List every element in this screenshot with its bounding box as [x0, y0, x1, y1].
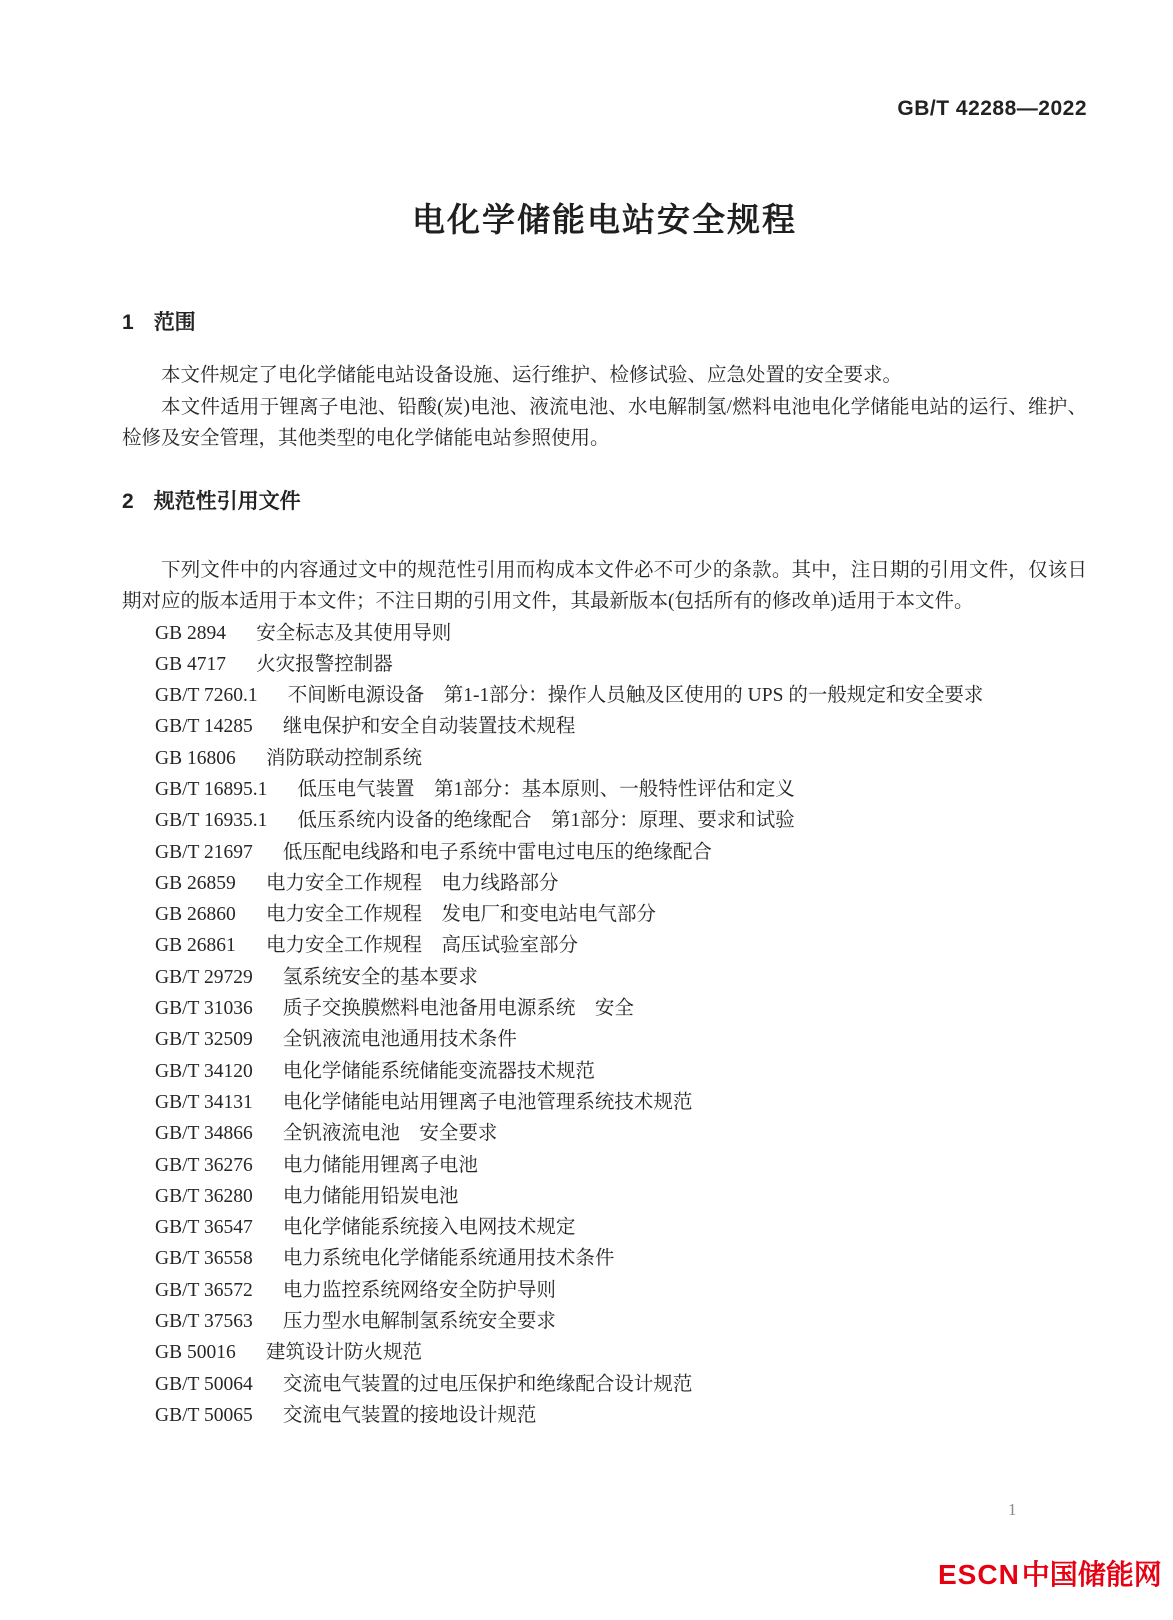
reference-code: GB/T 36276	[155, 1154, 253, 1176]
reference-item	[122, 743, 1087, 774]
reference-item	[122, 1275, 1087, 1306]
reference-list	[122, 618, 1087, 1432]
reference-item	[122, 1400, 1087, 1431]
reference-title: 质子交换膜燃料电池备用电源系统 安全	[282, 998, 634, 1020]
reference-code: GB 26859	[155, 872, 236, 894]
scope-paragraph-2: 本文件适用于锂离子电池、铅酸(炭)电池、液流电池、水电解制氢/燃料电池电化学储能电站的运行、维护、检修及安全管理，其他类型的电化学储能电站参照使用。	[122, 396, 1087, 449]
reference-title: 全钒液流电池通用技术条件	[282, 1029, 517, 1051]
reference-title: 交流电气装置的过电压保护和绝缘配合设计规范	[282, 1373, 693, 1395]
reference-item	[122, 680, 1087, 711]
page-number: 1	[1008, 1500, 1017, 1519]
reference-code: GB/T 31036	[155, 998, 253, 1020]
reference-item	[122, 711, 1087, 742]
reference-item	[122, 1056, 1087, 1087]
reference-code: GB/T 34131	[155, 1091, 253, 1113]
escn-logo-latin: ESCN	[938, 1559, 1020, 1590]
reference-code: GB/T 37563	[155, 1311, 253, 1333]
section-1-body	[122, 360, 1087, 455]
reference-code: GB/T 36558	[155, 1248, 253, 1270]
escn-logo-chinese: 中国储能网	[1021, 1559, 1162, 1590]
reference-item	[122, 837, 1087, 868]
section-2-heading-text: 规范性引用文件	[153, 489, 301, 513]
section-2-number: 2	[122, 489, 134, 513]
reference-code: GB/T 16935.1	[155, 810, 268, 832]
reference-title: 继电保护和安全自动装置技术规程	[282, 716, 576, 738]
reference-item	[122, 930, 1087, 961]
reference-title: 电化学储能系统接入电网技术规定	[282, 1217, 576, 1239]
reference-code: GB/T 7260.1	[155, 685, 258, 707]
reference-title: 安全标志及其使用导则	[256, 622, 452, 644]
reference-title: 电力系统电化学储能系统通用技术条件	[282, 1248, 615, 1270]
reference-title: 电力储能用铅炭电池	[282, 1185, 459, 1207]
escn-logo	[938, 1558, 1162, 1592]
reference-code: GB/T 29729	[155, 966, 253, 988]
reference-item	[122, 1181, 1087, 1212]
reference-item	[122, 1024, 1087, 1055]
references-intro-paragraph: 下列文件中的内容通过文中的规范性引用而构成本文件必不可少的条款。其中，注日期的引用文件，仅该日期对应的版本适用于本文件；不注日期的引用文件，其最新版本(包括所有的修改单)适用于本文件。	[122, 559, 1087, 612]
standard-number: GB/T 42288—2022	[897, 97, 1087, 120]
reference-item	[122, 1306, 1087, 1337]
reference-title: 电力安全工作规程 电力线路部分	[265, 872, 559, 894]
reference-code: GB/T 50065	[155, 1404, 253, 1426]
reference-code: GB/T 36572	[155, 1279, 253, 1301]
reference-code: GB/T 32509	[155, 1029, 253, 1051]
reference-item	[122, 899, 1087, 930]
reference-code: GB/T 34120	[155, 1060, 253, 1082]
reference-item	[122, 774, 1087, 805]
section-1-heading	[122, 310, 1087, 336]
reference-item	[122, 962, 1087, 993]
reference-code: GB/T 34866	[155, 1123, 253, 1145]
reference-title: 电力监控系统网络安全防护导则	[282, 1279, 556, 1301]
reference-item	[122, 1150, 1087, 1181]
reference-item	[122, 618, 1087, 649]
reference-code: GB/T 36547	[155, 1217, 253, 1239]
reference-title: 压力型水电解制氢系统安全要求	[282, 1311, 556, 1333]
reference-code: GB/T 16895.1	[155, 778, 268, 800]
section-2-heading	[122, 489, 1087, 515]
reference-title: 全钒液流电池 安全要求	[282, 1123, 498, 1145]
reference-item	[122, 1087, 1087, 1118]
reference-title: 消防联动控制系统	[265, 747, 422, 769]
section-1-number: 1	[122, 311, 134, 334]
reference-title: 火灾报警控制器	[256, 653, 393, 675]
reference-code: GB/T 36280	[155, 1185, 253, 1207]
reference-title: 交流电气装置的接地设计规范	[282, 1404, 537, 1426]
reference-title: 低压电气装置 第1部分：基本原则、一般特性评估和定义	[297, 778, 795, 800]
reference-title: 氢系统安全的基本要求	[282, 966, 478, 988]
reference-item	[122, 993, 1087, 1024]
reference-item	[122, 1118, 1087, 1149]
reference-code: GB/T 21697	[155, 841, 253, 863]
reference-item	[122, 1369, 1087, 1400]
reference-code: GB 2894	[155, 622, 226, 644]
reference-item	[122, 1212, 1087, 1243]
document-title: 电化学储能电站安全规程	[412, 201, 797, 238]
reference-item	[122, 649, 1087, 680]
reference-code: GB 4717	[155, 653, 226, 675]
reference-title: 低压配电线路和电子系统中雷电过电压的绝缘配合	[282, 841, 712, 863]
reference-code: GB 26860	[155, 904, 236, 926]
reference-item	[122, 1337, 1087, 1368]
document-content	[122, 0, 1087, 1431]
reference-title: 不间断电源设备 第1-1部分：操作人员触及区使用的 UPS 的一般规定和安全要求	[287, 685, 984, 707]
reference-title: 电力安全工作规程 高压试验室部分	[265, 935, 578, 957]
reference-title: 电化学储能电站用锂离子电池管理系统技术规范	[282, 1091, 693, 1113]
reference-title: 电化学储能系统储能变流器技术规范	[282, 1060, 595, 1082]
reference-item	[122, 1243, 1087, 1274]
reference-title: 电力安全工作规程 发电厂和变电站电气部分	[265, 904, 656, 926]
reference-code: GB/T 14285	[155, 716, 253, 738]
reference-code: GB 26861	[155, 935, 236, 957]
reference-item	[122, 868, 1087, 899]
reference-code: GB 16806	[155, 747, 236, 769]
reference-code: GB/T 50064	[155, 1373, 253, 1395]
reference-title: 建筑设计防火规范	[265, 1342, 422, 1364]
reference-item	[122, 805, 1087, 836]
scope-paragraph-1: 本文件规定了电化学储能电站设备设施、运行维护、检修试验、应急处置的安全要求。	[161, 365, 903, 386]
section-1-heading-text: 范围	[153, 311, 196, 334]
reference-title: 低压系统内设备的绝缘配合 第1部分：原理、要求和试验	[297, 810, 795, 832]
reference-title: 电力储能用锂离子电池	[282, 1154, 478, 1176]
reference-code: GB 50016	[155, 1342, 236, 1364]
